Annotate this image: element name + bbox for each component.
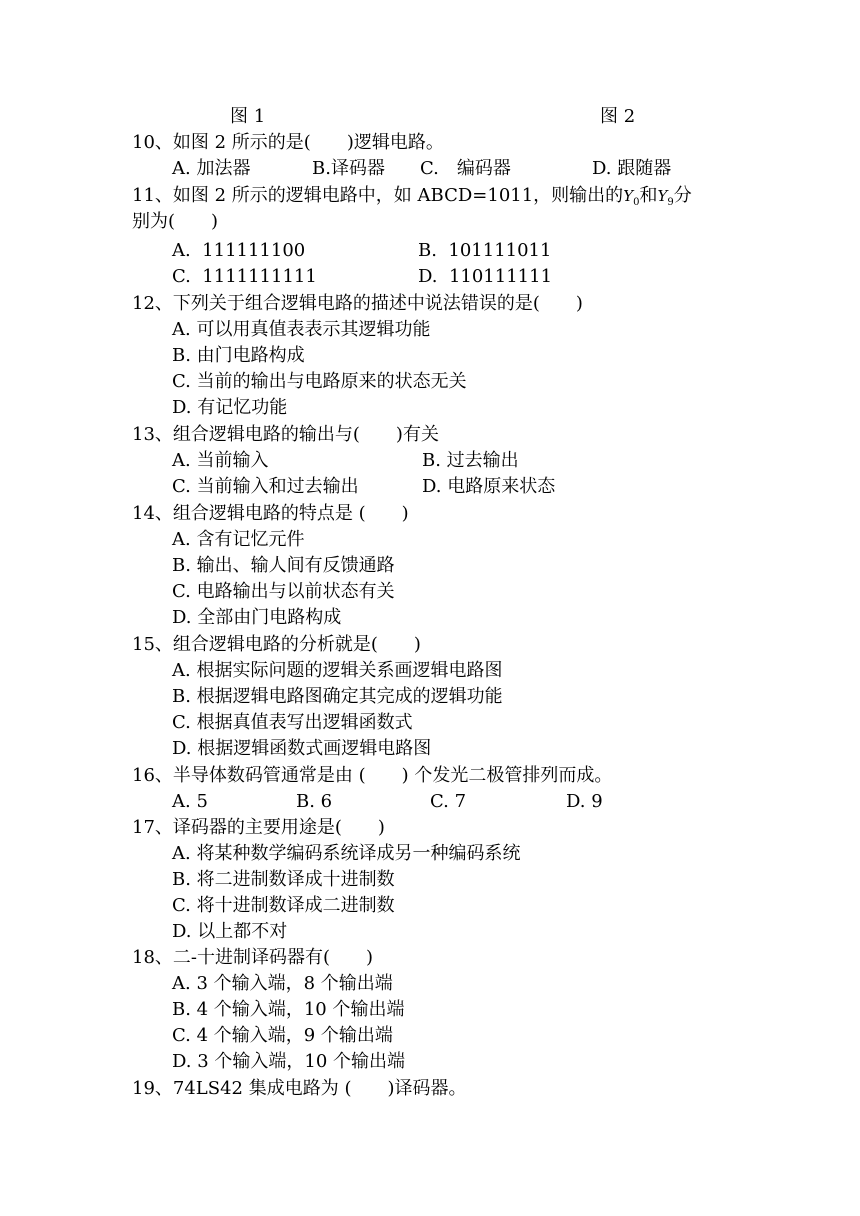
option-b[interactable]: B. 4 个输入端，10 个输出端 (172, 999, 405, 1020)
option-c[interactable]: C. 当前输入和过去输出 (172, 476, 359, 497)
option-c[interactable]: C. 4 个输入端，9 个输出端 (172, 1025, 393, 1046)
question-11-stem-continued: 别为( ) (132, 211, 219, 232)
question-15-stem: 15、组合逻辑电路的分析就是( ) (132, 634, 421, 655)
option-a[interactable]: A. 111111100 (172, 240, 306, 261)
question-11-options-row-1 (172, 238, 772, 264)
question-10-stem: 10、如图 2 所示的是( )逻辑电路。 (132, 132, 444, 153)
option-c[interactable]: C. 电路输出与以前状态有关 (172, 581, 395, 602)
figure-2-caption: 图 2 (600, 106, 636, 127)
option-a[interactable]: A. 将某种数学编码系统译成另一种编码系统 (172, 843, 521, 864)
option-d[interactable]: D. 以上都不对 (172, 921, 288, 942)
option-a[interactable]: A. 加法器 (172, 158, 251, 179)
option-a[interactable]: A. 3 个输入端，8 个输出端 (172, 973, 393, 994)
option-b[interactable]: B.译码器 (312, 158, 385, 179)
option-d[interactable]: D. 9 (566, 791, 603, 812)
question-13-options-row-2 (172, 474, 772, 500)
option-b[interactable]: B. 根据逻辑电路图确定其完成的逻辑功能 (172, 686, 503, 707)
option-d[interactable]: D. 全部由门电路构成 (172, 607, 342, 628)
option-b[interactable]: B. 6 (296, 791, 333, 812)
question-18-stem: 18、二-十进制译码器有( ) (132, 947, 374, 968)
question-16-options (172, 789, 772, 815)
option-d[interactable]: D. 电路原来状态 (422, 476, 556, 497)
option-d[interactable]: D. 跟随器 (592, 158, 672, 179)
question-13-stem: 13、组合逻辑电路的输出与( )有关 (132, 424, 439, 445)
y9-symbol: $Y_9$ (657, 187, 674, 208)
question-17-stem: 17、译码器的主要用途是( ) (132, 817, 385, 838)
option-b[interactable]: B. 101111011 (418, 240, 552, 261)
option-b[interactable]: B. 由门电路构成 (172, 345, 305, 366)
question-11-and: 和 (639, 185, 658, 206)
option-b[interactable]: B. 过去输出 (422, 450, 519, 471)
option-b[interactable]: B. 将二进制数译成十进制数 (172, 869, 395, 890)
question-10-options (172, 156, 772, 182)
option-c[interactable]: C. 7 (430, 791, 467, 812)
option-d[interactable]: D. 有记忆功能 (172, 397, 288, 418)
option-c[interactable]: C. 将十进制数译成二进制数 (172, 895, 395, 916)
option-a[interactable]: A. 根据实际问题的逻辑关系画逻辑电路图 (172, 660, 503, 681)
option-d[interactable]: D. 110111111 (418, 266, 553, 287)
option-a[interactable]: A. 可以用真值表表示其逻辑功能 (172, 319, 431, 340)
question-11-stem-part-2: 分 (673, 185, 692, 206)
option-a[interactable]: A. 当前输入 (172, 450, 269, 471)
question-19-stem: 19、74LS42 集成电路为 ( )译码器。 (132, 1078, 467, 1099)
option-a[interactable]: A. 含有记忆元件 (172, 529, 305, 550)
option-c[interactable]: C. 根据真值表写出逻辑函数式 (172, 712, 413, 733)
option-d[interactable]: D. 根据逻辑函数式画逻辑电路图 (172, 738, 432, 759)
option-c[interactable]: C. 1111111111 (172, 266, 317, 287)
question-14-stem: 14、组合逻辑电路的特点是 ( ) (132, 503, 409, 524)
option-a[interactable]: A. 5 (172, 791, 208, 812)
option-c[interactable]: C. 当前的输出与电路原来的状态无关 (172, 371, 467, 392)
y0-symbol: $Y_0$ (623, 187, 640, 208)
question-11-options-row-2 (172, 264, 772, 290)
option-d[interactable]: D. 3 个输入端，10 个输出端 (172, 1051, 406, 1072)
option-c[interactable]: C. 编码器 (420, 158, 511, 179)
option-b[interactable]: B. 输出、输人间有反馈通路 (172, 555, 395, 576)
figure-1-caption: 图 1 (230, 106, 266, 127)
question-11-stem (132, 183, 692, 209)
question-16-stem: 16、半导体数码管通常是由 ( ) 个发光二极管排列而成。 (132, 765, 613, 786)
question-11-stem-part-1: 11、如图 2 所示的逻辑电路中，如 ABCD=1011，则输出的 (132, 185, 624, 206)
question-12-stem: 12、下列关于组合逻辑电路的描述中说法错误的是( ) (132, 293, 583, 314)
question-13-options-row-1 (172, 448, 772, 474)
